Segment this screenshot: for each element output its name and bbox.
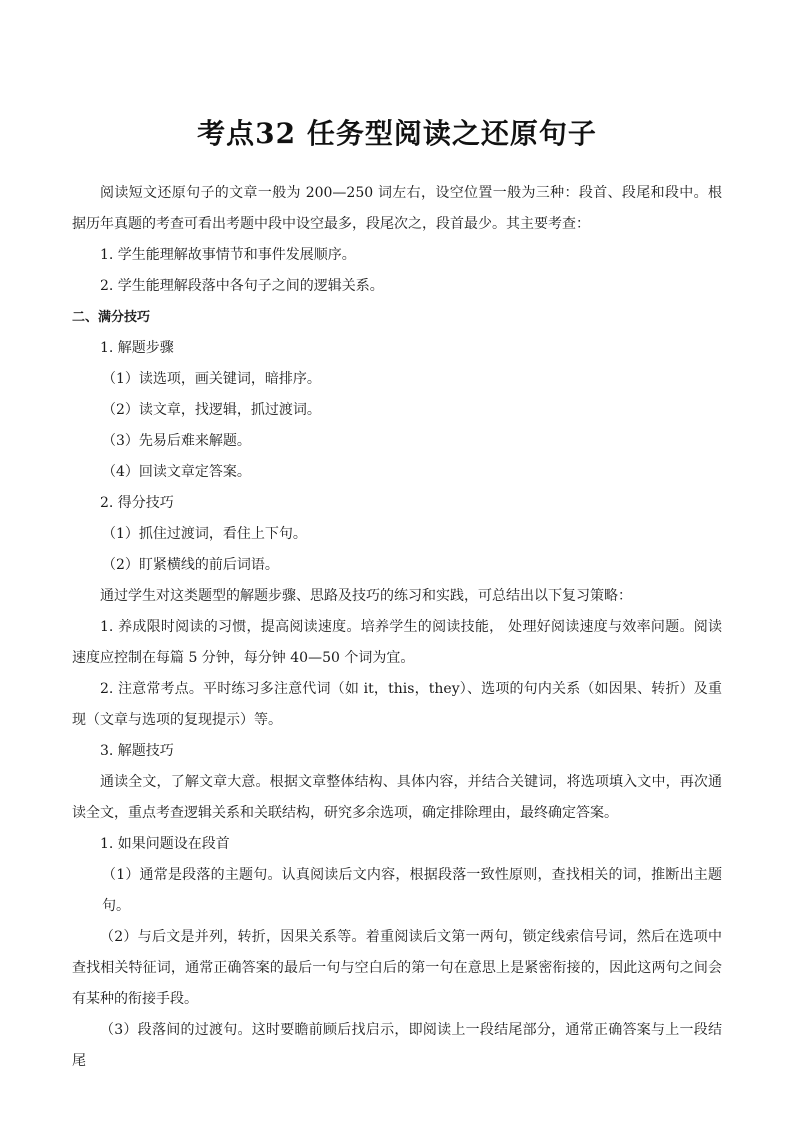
- subsection-heading: 2. 得分技巧: [100, 495, 174, 511]
- list-item: （1）读选项，画关键词，暗排序。: [102, 371, 321, 387]
- list-item: 2. 学生能理解段落中各句子之间的逻辑关系。: [100, 278, 384, 294]
- list-item: （2）读文章，找逻辑，抓过渡词。: [102, 402, 321, 418]
- section-heading: 二、满分技巧: [72, 310, 151, 325]
- body-paragraph: 2. 注意常考点。平时练习多注意代词（如 it，this，they）、选项的句内关系（如因果、转折）及重现（文章与选项的复现提示）等。: [72, 681, 722, 728]
- subsection-heading: 1. 如果问题设在段首: [100, 836, 230, 852]
- body-paragraph: （2）与后文是并列，转折，因果关系等。着重阅读后文第一两句，锁定线索信号词，然后在选项中查找相关特征词，通常正确答案的最后一句与空白后的第一句在意思上是紧密衔接的，因此这两句之间会有某种的衔接手段。: [72, 929, 722, 1007]
- page-title: 考点32 任务型阅读之还原句子: [197, 117, 597, 150]
- document-body: [72, 178, 722, 1077]
- body-paragraph: 通读全文，了解文章大意。根据文章整体结构、具体内容，并结合关键词，将选项填入文中，再次通读全文，重点考查逻辑关系和关联结构，研究多余选项，确定排除理由，最终确定答案。: [72, 774, 722, 821]
- list-item: （3）先易后难来解题。: [102, 433, 251, 449]
- subsection-heading: 3. 解题技巧: [100, 743, 174, 759]
- list-item: （1）抓住过渡词，看住上下句。: [102, 526, 307, 542]
- list-item: （4）回读文章定答案。: [102, 464, 251, 480]
- subsection-heading: 1. 解题步骤: [100, 340, 174, 356]
- body-paragraph: 通过学生对这类题型的解题步骤、思路及技巧的练习和实践，可总结出以下复习策略：: [100, 588, 632, 604]
- body-paragraph: 1. 养成限时阅读的习惯，提高阅读速度。培养学生的阅读技能， 处理好阅读速度与效率问题。阅读速度应控制在每篇 5 分钟，每分钟 40—50 个词为宜。: [72, 619, 722, 666]
- list-item: 1. 学生能理解故事情节和事件发展顺序。: [100, 247, 356, 263]
- body-paragraph: （3）段落间的过渡句。这时要瞻前顾后找启示，即阅读上一段结尾部分，通常正确答案与上一段结尾: [72, 1022, 722, 1069]
- intro-paragraph: 阅读短文还原句子的文章一般为 200—250 词左右，设空位置一般为三种：段首、段尾和段中。根据历年真题的考查可看出考题中段中设空最多，段尾次之，段首最少。其主要考查：: [72, 185, 722, 232]
- body-paragraph: （1）通常是段落的主题句。认真阅读后文内容，根据段落一致性原则，查找相关的词，推断出主题句。: [102, 867, 722, 914]
- list-item: （2）盯紧横线的前后词语。: [102, 557, 279, 573]
